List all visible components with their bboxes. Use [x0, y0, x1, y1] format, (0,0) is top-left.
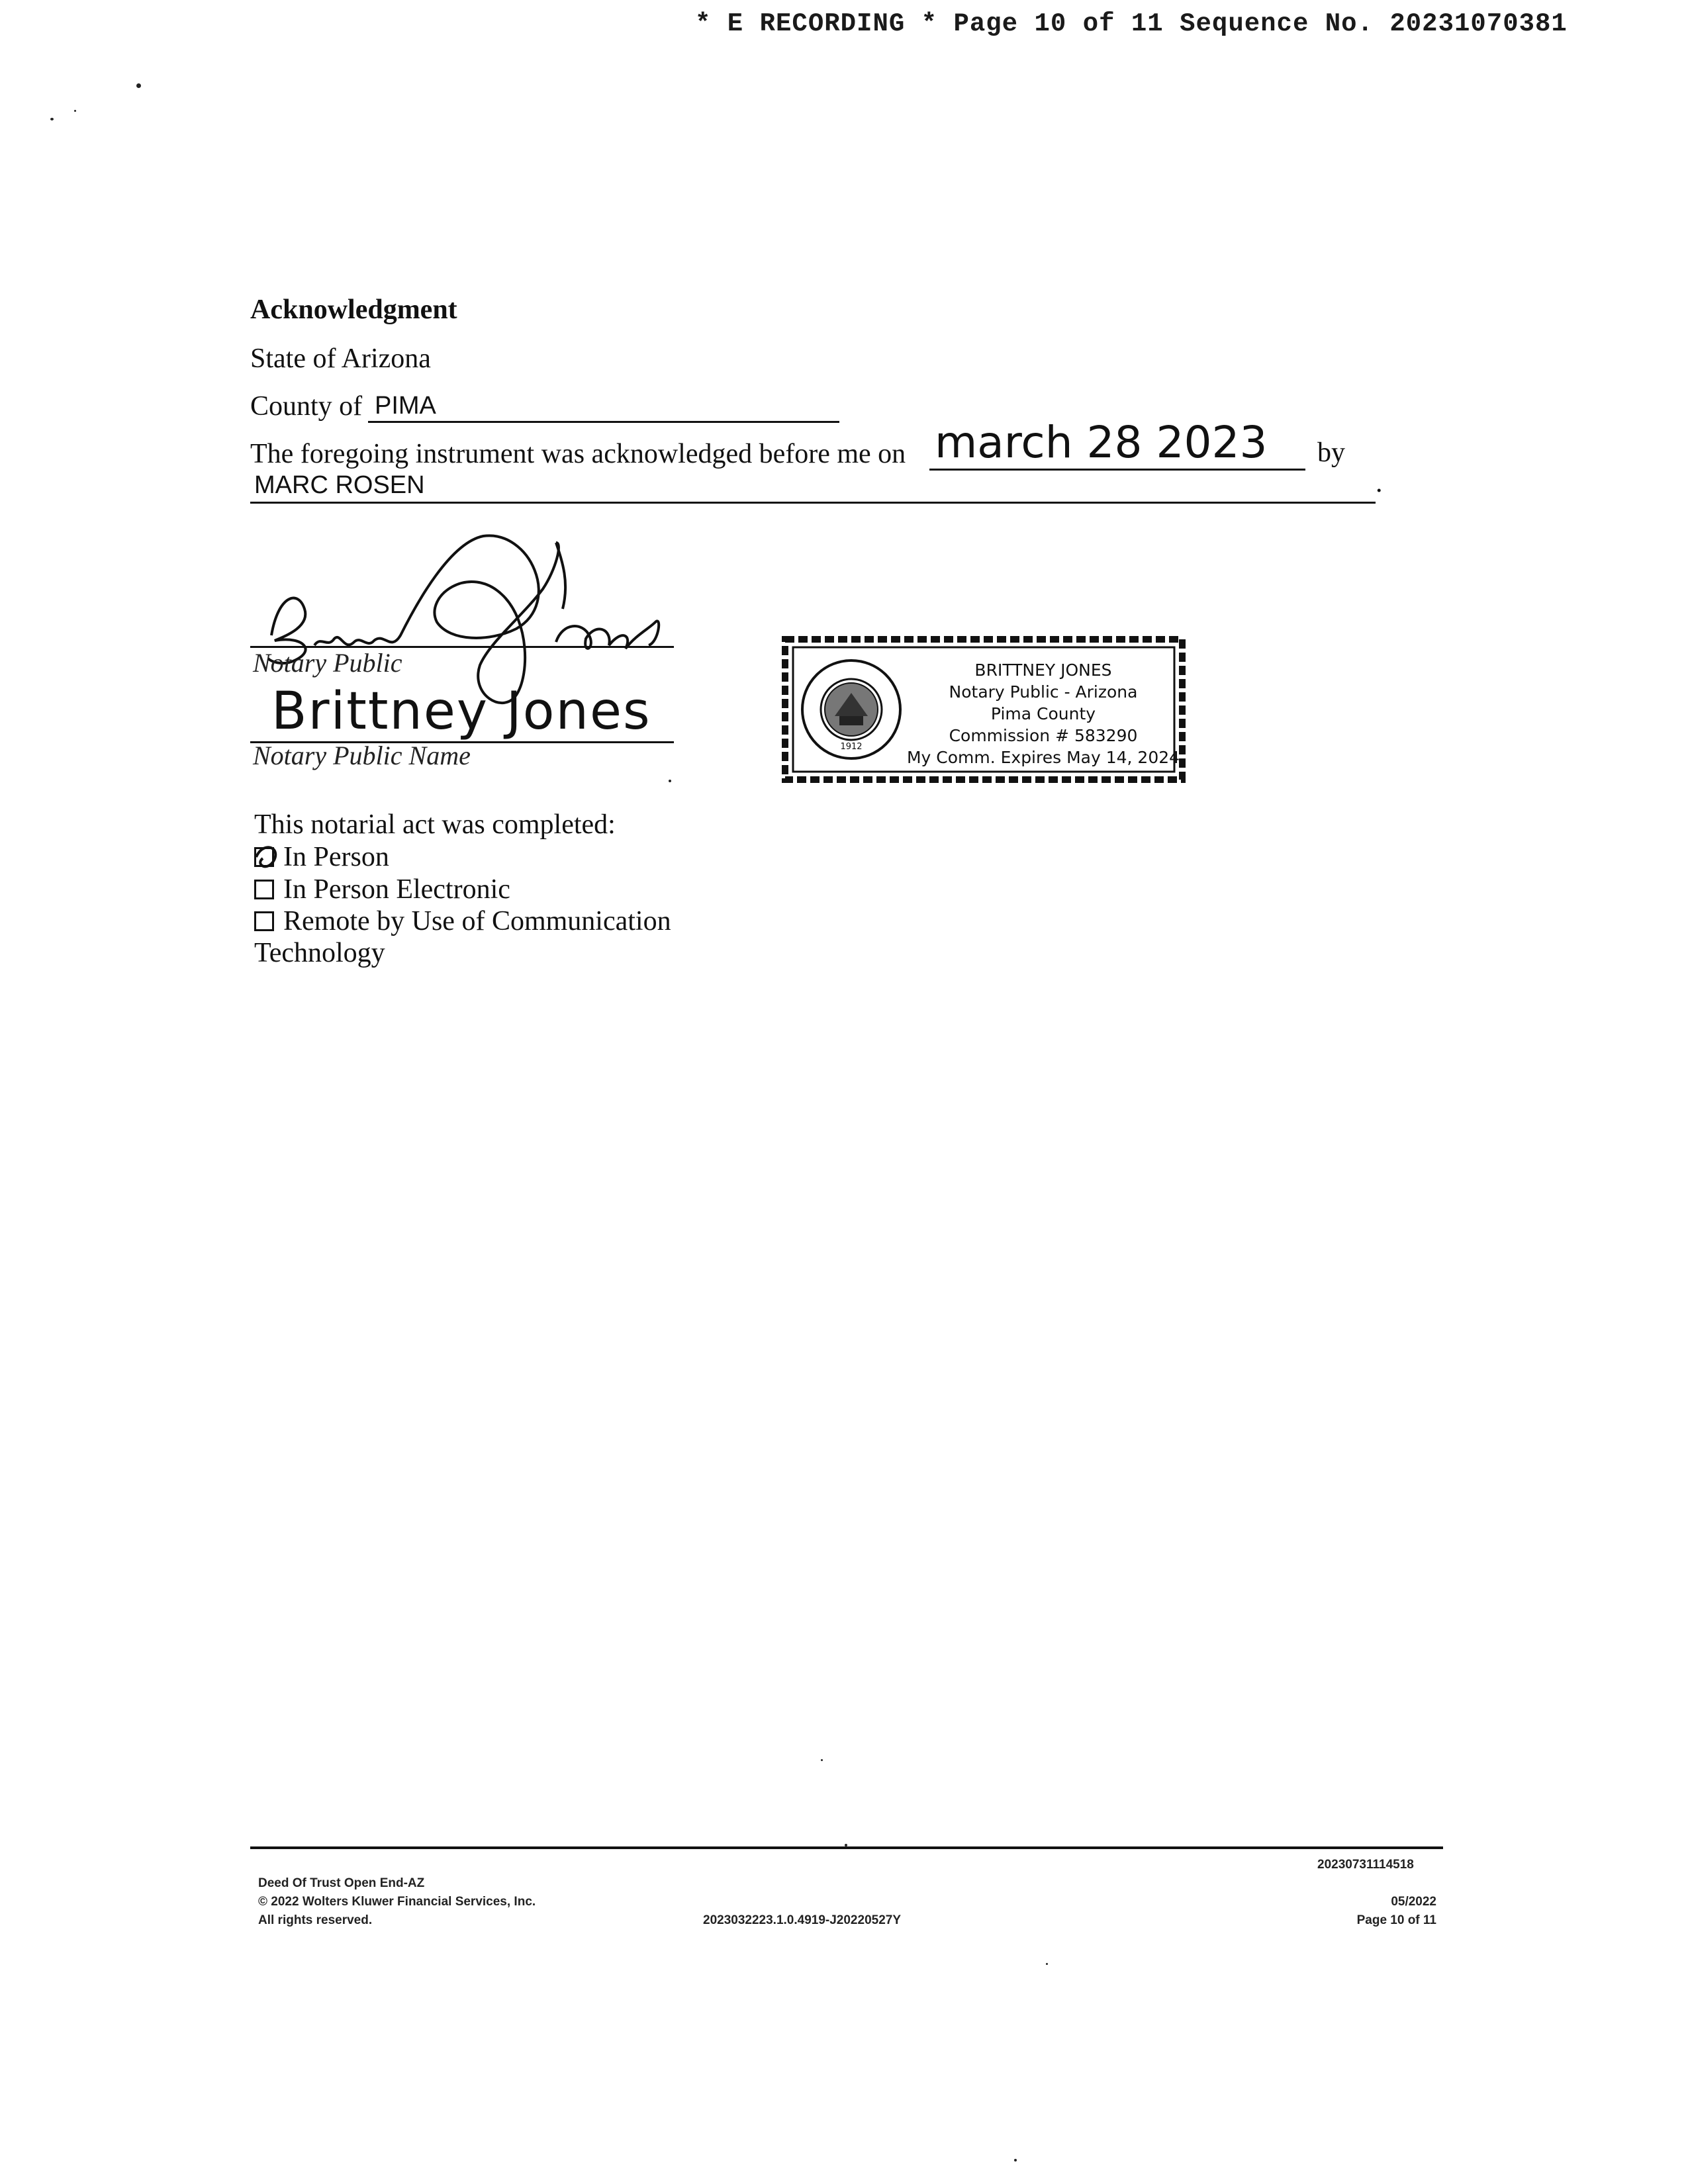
scan-speck [136, 83, 141, 88]
acknowledgment-title: Acknowledgment [250, 295, 457, 325]
state-line: State of Arizona [250, 343, 431, 374]
option-remote[interactable] [254, 905, 671, 937]
notarial-act-options [254, 841, 671, 969]
by-label: by [1317, 437, 1345, 468]
footer-form-date: 05/2022 [1391, 1895, 1436, 1909]
stamp-text-block [904, 659, 1182, 768]
notarial-act-heading: This notarial act was completed: [254, 809, 616, 840]
footer-left [258, 1874, 536, 1930]
scan-speck [1046, 1963, 1048, 1965]
stamp-expires: My Comm. Expires May 14, 2024 [906, 748, 1180, 767]
footer-rights: All rights reserved. [258, 1913, 373, 1927]
notary-name-caption: Notary Public Name [253, 741, 471, 770]
footer-doc-code: 2023032223.1.0.4919-J20220527Y [703, 1913, 902, 1927]
footer-right [1317, 1893, 1436, 1930]
option-in-person-electronic[interactable] [254, 874, 671, 905]
notary-public-caption: Notary Public [253, 648, 402, 678]
footer-form-name: Deed Of Trust Open End-AZ [258, 1876, 425, 1890]
stamp-notary-title: Notary Public - Arizona [949, 682, 1138, 702]
recording-header: * E RECORDING * Page 10 of 11 Sequence No. 20231070381 [695, 9, 1568, 38]
option-in-person[interactable] [254, 841, 671, 874]
footer-rule [250, 1846, 1443, 1849]
checkbox-remote[interactable] [254, 911, 274, 931]
footer-ref-number: 20230731114518 [1317, 1858, 1414, 1872]
option-remote-continuation: Technology [254, 938, 385, 968]
option-label: In Person [283, 842, 389, 872]
seal-year: 1912 [840, 742, 863, 752]
check-mark-icon [254, 842, 280, 872]
footer-page: Page 10 of 11 [1356, 1913, 1436, 1927]
scan-speck [1014, 2159, 1017, 2161]
option-label: Remote by Use of Communication [283, 906, 671, 936]
notary-stamp [778, 633, 1189, 786]
checkbox-in-person-electronic[interactable] [254, 880, 274, 899]
county-label: County of [250, 391, 363, 422]
scan-speck [74, 110, 76, 112]
stamp-commission: Commission # 583290 [949, 726, 1138, 745]
date-field [929, 417, 1305, 471]
footer-copyright: © 2022 Wolters Kluwer Financial Services, Inc. [258, 1895, 536, 1909]
stamp-county: Pima County [990, 704, 1096, 723]
end-period: . [1376, 468, 1383, 498]
signer-name: MARC ROSEN [254, 471, 425, 499]
instrument-text: The foregoing instrument was acknowledged before me on [250, 439, 906, 469]
scan-speck [821, 1759, 823, 1761]
stamp-notary-name: BRITTNEY JONES [974, 660, 1112, 680]
scan-speck [50, 118, 54, 120]
county-value: PIMA [375, 392, 436, 420]
county-field [368, 392, 839, 423]
option-label: In Person Electronic [283, 874, 510, 905]
signer-field [250, 469, 1376, 504]
notary-printed-name-handwritten: Brittney Jones [271, 682, 651, 741]
checkbox-in-person[interactable] [254, 847, 274, 867]
date-value-handwritten: march 28 2023 [935, 417, 1268, 468]
arizona-seal-icon [798, 657, 904, 762]
